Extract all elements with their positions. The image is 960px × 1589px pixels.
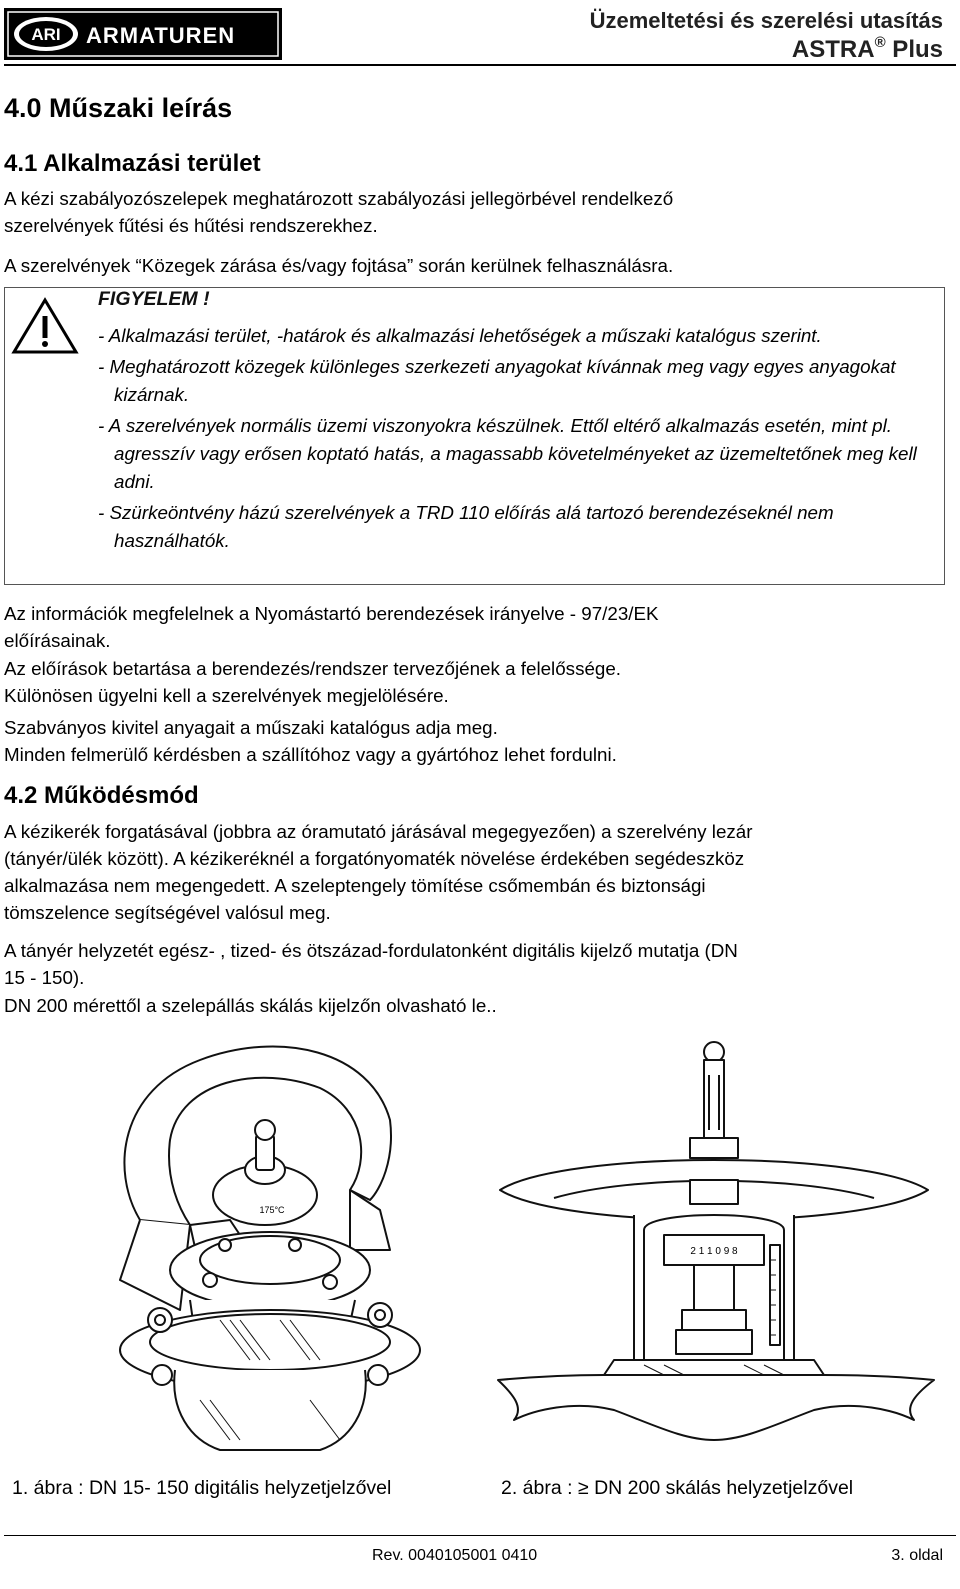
svg-text:ARI: ARI <box>31 25 61 44</box>
info-line: Különösen ügyelni kell a szerelvények megjelölésére. <box>4 685 449 706</box>
info-line: Az előírások betartása a berendezés/rendszer tervezőjének a felelőssége. <box>4 658 622 679</box>
warning-item: - A szerelvények normális üzemi viszonyokra készülnek. Ettől eltérő alkalmazás esetén, mint pl. agresszív vagy erősen koptató hatás, a magassabb követelményeket az üzemeltetőnek meg kell adni. <box>98 415 917 492</box>
info-line: Szabványos kivitel anyagait a műszaki katalógus adja meg. <box>4 717 498 738</box>
figure-1-display-label: 175°C <box>259 1205 285 1215</box>
section-4-2-para1-line: (tányér/ülék között). A kézikeréknél a forgatónyomaték növelése érdekében segédeszköz <box>4 848 745 869</box>
footer-revision: Rev. 0040105001 0410 <box>372 1547 538 1564</box>
section-4-2-para1-line: tömszelence segítségével valósul meg. <box>4 902 331 923</box>
section-4-1-para1-line1: A kézi szabályozószelepek meghatározott szabályozási jellegörbével rendelkező <box>4 188 674 209</box>
warning-item: - Szürkeöntvény házú szerelvények a TRD 110 előírás alá tartozó berendezéseknél nem használhatók. <box>98 502 834 551</box>
info-line: Minden felmerülő kérdésben a szállítóhoz vagy a gyártóhoz lehet fordulni. <box>4 744 617 765</box>
product-name: ASTRA® Plus <box>791 34 943 63</box>
document-title: Üzemeltetési és szerelési utasítás <box>589 8 943 33</box>
header-rule <box>4 64 956 66</box>
section-4-2-title: 4.2 Működésmód <box>4 782 199 809</box>
footer-rule <box>4 1535 956 1536</box>
ari-armaturen-logo <box>4 8 282 60</box>
svg-text:ARMATUREN: ARMATUREN <box>86 23 236 48</box>
footer-page-number: 3. oldal <box>891 1547 943 1564</box>
warning-title: FIGYELEM ! <box>98 288 210 310</box>
section-4-2-para1-line: alkalmazása nem megengedett. A szeleptengely tömítése csőmembán és biztonsági <box>4 875 706 896</box>
section-4-2-para2-line: A tányér helyzetét egész- , tized- és ötszázad-fordulatonként digitális kijelző mutatja (DN <box>4 940 738 961</box>
section-4-1-title: 4.1 Alkalmazási terület <box>4 150 261 177</box>
section-4-2-para2-line: DN 200 mérettől a szelepállás skálás kijelzőn olvasható le.. <box>4 995 497 1016</box>
warning-item: - Alkalmazási terület, -határok és alkalmazási lehetőségek a műszaki katalógus szerint. <box>98 325 822 346</box>
warning-triangle-icon <box>10 296 80 356</box>
figure-2-caption: 2. ábra : ≥ DN 200 skálás helyzetjelzővel <box>501 1477 854 1499</box>
section-4-2-para2-line: 15 - 150). <box>4 967 85 988</box>
figure-2-drawing <box>494 1030 954 1450</box>
warning-list <box>98 322 938 558</box>
figure-2-scale-digits: 2 1 1 0 9 8 <box>690 1246 738 1257</box>
info-line: előírásainak. <box>4 630 111 651</box>
figure-1-caption: 1. ábra : DN 15- 150 digitális helyzetjelzővel <box>12 1477 392 1499</box>
figure-1-valve-drawing <box>80 1020 460 1460</box>
warning-item: - Meghatározott közegek különleges szerkezeti anyagokat kívánnak meg vagy egyes anyagokat kizárnak. <box>98 356 896 405</box>
section-4-1-para1-line2: szerelvények fűtési és hűtési rendszerekhez. <box>4 215 378 236</box>
section-4-0-title: 4.0 Műszaki leírás <box>4 93 233 123</box>
section-4-2-para1-line: A kézikerék forgatásával (jobbra az óramutató járásával megegyezően) a szerelvény lezár <box>4 821 753 842</box>
section-4-1-para2: A szerelvények “Közegek zárása és/vagy fojtása” során kerülnek felhasználásra. <box>4 255 674 276</box>
info-line: Az információk megfelelnek a Nyomástartó berendezések irányelve - 97/23/EK <box>4 603 659 624</box>
